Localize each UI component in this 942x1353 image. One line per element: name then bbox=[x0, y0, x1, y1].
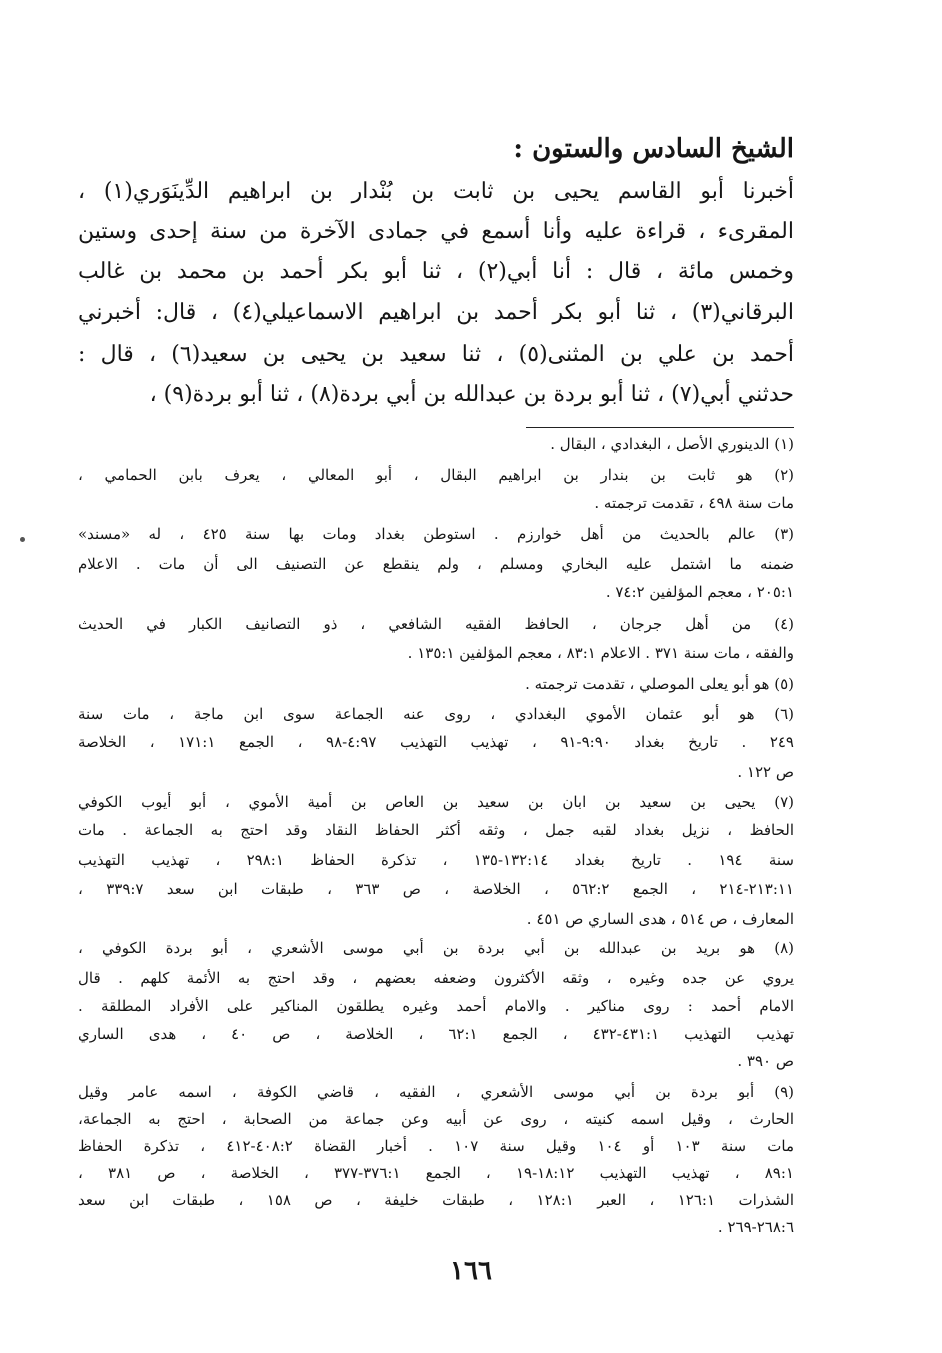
page-number: ١٦٦ bbox=[450, 1256, 492, 1286]
footnote-line: (٤) من أهل جرجان ، الحافظ الفقيه الشافعي ، ذو التصانيف الكبار في الحديث bbox=[78, 615, 794, 633]
footnote-line: الامام أحمد : روى مناكير . والامام أحمد وغيره يطلقون المناكير على الأفراد المطلقة . bbox=[78, 997, 794, 1015]
body-line: أحمد بن علي بن المثنى(٥) ، ثنا سعيد بن يحيى بن سعيد(٦) ، قال : bbox=[78, 342, 794, 367]
footnote-line: ٢٤٩ . تاريخ بغداد ٩:٩٠-٩١ ، تهذيب التهذيب ٤:٩٧-٩٨ ، الجمع ١٧١:١ ، الخلاصة bbox=[78, 733, 794, 751]
section-heading: الشيخ السادس والستون : bbox=[513, 134, 794, 164]
footnote-line: تهذيب التهذيب ٤٣١:١-٤٣٢ ، الجمع ٦٢:١ ، الخلاصة ، ص ٤٠ ، هدى الساري bbox=[78, 1025, 794, 1043]
footnote-line: ٢١٣:١١-٢١٤ ، الجمع ٥٦٢:٢ ، الخلاصة ، ص ٣٦٣ ، طبقات ابن سعد ٣٣٩:٧ ، bbox=[78, 880, 794, 898]
footnote-separator bbox=[526, 427, 794, 428]
footnote-line: (٨) هو بريد بن عبدالله بن أبي بردة بن أبي موسى الأشعري ، أبو بردة الكوفي ، bbox=[78, 939, 794, 957]
body-line: المقرىء ، قراءة عليه وأنا أسمع في جمادى الآخرة من سنة إحدى وستين bbox=[78, 219, 794, 244]
footnote-line: (٩) أبو بردة بن أبي موسى الأشعري ، الفقيه ، قاضي الكوفة ، اسمه عامر وقيل bbox=[78, 1083, 794, 1101]
footnote-line: ٨٩:١ ، تهذيب التهذيب ١٨:١٢-١٩ ، الجمع ٣٧٦:١-٣٧٧ ، الخلاصة ، ص ٣٨١ ، bbox=[78, 1164, 794, 1182]
footnote-line: مات سنة ١٠٣ أو ١٠٤ وقيل سنة ١٠٧ . أخبار القضاة ٤٠٨:٢-٤١٢ ، تذكرة الحفاظ bbox=[78, 1137, 794, 1155]
footnote-line: ص ١٢٢ . bbox=[737, 763, 794, 781]
body-line: البرقاني(٣) ، ثنا أبو بكر أحمد بن ابراهيم الاسماعيلي(٤) ، قال: أخبرني bbox=[78, 300, 794, 325]
body-line: حدثني أبي(٧) ، ثنا أبو بردة بن عبدالله بن أبي بردة(٨) ، ثنا أبو بردة(٩) ، bbox=[149, 382, 794, 407]
footnote-line: (٧) يحيى بن سعيد بن ابان بن سعيد بن العاص بن أمية الأموي ، أبو أيوب الكوفي bbox=[78, 793, 794, 811]
footnote-line: (١) الدينوري الأصل ، البغدادي ، البقال . bbox=[550, 435, 794, 453]
footnote-line: (٢) هو ثابت بن بندار بن ابراهيم البقال ، أبو المعالي ، يعرف بابن الحمامي ، bbox=[78, 466, 794, 484]
footnote-line: الشذرات ١٢٦:١ ، العبر ١٢٨:١ ، طبقات خليفة ، ص ١٥٨ ، طبقات ابن سعد bbox=[78, 1191, 794, 1209]
footnote-line: المعارف ، ص ٥١٤ ، هدى الساري ص ٤٥١ . bbox=[526, 910, 794, 928]
scan-speck bbox=[20, 537, 25, 542]
body-line: وخمس مائة ، قال : أنا أبي(٢) ، ثنا أبو بكر أحمد بن محمد بن غالب bbox=[78, 259, 794, 284]
footnote-line: والفقه ، مات سنة ٣٧١ . الاعلام ٨٣:١ ، معجم المؤلفين ١٣٥:١ . bbox=[407, 644, 794, 662]
footnote-line: مات سنة ٤٩٨ ، تقدمت ترجمته . bbox=[594, 494, 794, 512]
footnote-line: يروي عن جده وغيره ، وثقه الأكثرون وضعفه بعضهم ، وقد احتج به الأئمة كلهم . قال bbox=[78, 969, 794, 987]
footnote-line: الحارث ، وقيل اسمه كنيته ، روى عن أبيه وعن جماعة من الصحابة ، احتج به الجماعة، bbox=[78, 1110, 794, 1128]
footnote-line: ص ٣٩٠ . bbox=[737, 1052, 794, 1070]
footnote-line: (٦) هو أبو عثمان الأموي البغدادي ، روى عنه الجماعة سوى ابن ماجة ، مات سنة bbox=[78, 705, 794, 723]
footnote-line: ضمنه ما اشتمل عليه البخاري ومسلم ، ولم ينقطع عن التصنيف الى أن مات . الاعلام bbox=[78, 555, 794, 573]
body-line: أخبرنا أبو القاسم يحيى بن ثابت بن بُنْدار بن ابراهيم الدِّينَوَري(١) ، bbox=[78, 179, 794, 204]
footnote-line: (٥) هو أبو يعلى الموصلي ، تقدمت ترجمته . bbox=[525, 675, 794, 693]
footnote-line: سنة ١٩٤ . تاريخ بغداد ١٣٢:١٤-١٣٥ ، تذكرة الحفاظ ٢٩٨:١ ، تهذيب التهذيب bbox=[78, 851, 794, 869]
footnote-line: الحافظ ، نزيل بغداد لقبه جمل ، وثقه أكثر الحفاظ النقاد وقد احتج به الجماعة . مات bbox=[78, 821, 794, 839]
footnote-line: (٣) عالم بالحديث من أهل خوارزم . استوطن بغداد ومات بها سنة ٤٢٥ ، له «مسند» bbox=[78, 525, 794, 543]
footnote-line: ٢٦٨:٦-٢٦٩ . bbox=[717, 1218, 794, 1236]
footnote-line: ٢٠٥:١ ، معجم المؤلفين ٧٤:٢ . bbox=[605, 583, 794, 601]
